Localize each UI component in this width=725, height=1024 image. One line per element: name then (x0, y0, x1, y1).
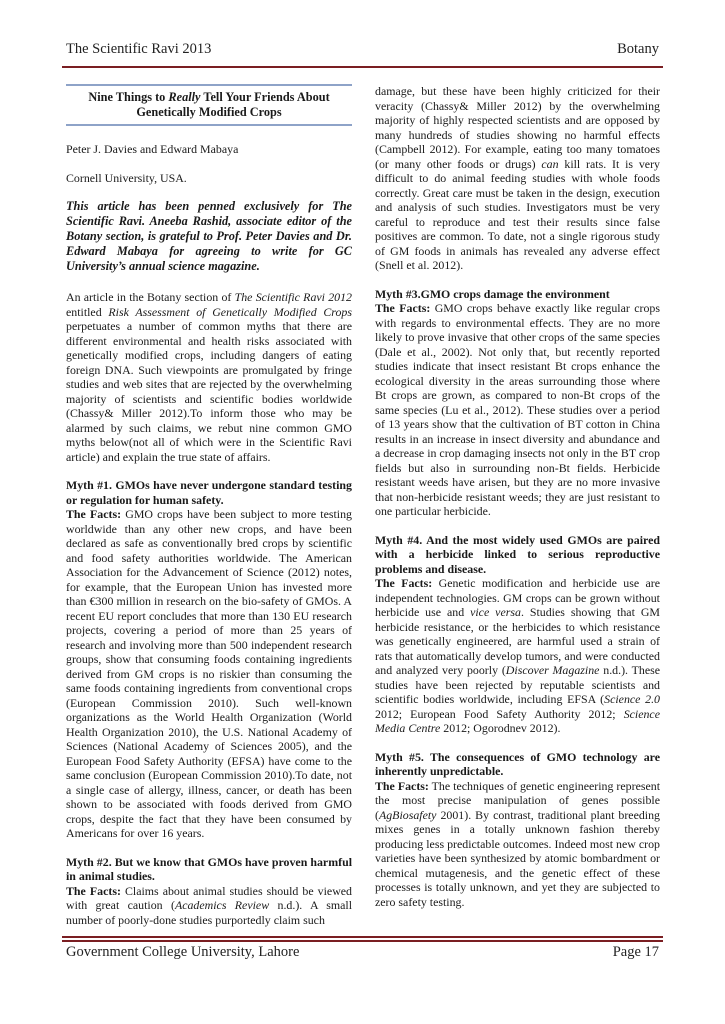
myth4-heading: Myth #4. And the most widely used GMOs are paired with a herbicide linked to serious reproductive problems and disease. (375, 532, 660, 576)
intro-paragraph: An article in the Botany section of The Scientific Ravi 2012 entitled Risk Assessment of Genetically Modified Crops perpetuates a number of common myths that there are different environmental and health risks associated with genetically modified crops, including dangers of eating foreign DNA. Such viewpoints are promulgated by fringe studies and web sites that are rejected by the overwhelming majority of scientists and scientific bodies worldwide (Chassy& Miller 2012).To inform those who may be alarmed by such claims, we rebut nine common GMO myths below(not all of which were in the Scientific Ravi article) and explain the true state of affairs. (66, 290, 353, 464)
myth5-body: The Facts: The techniques of genetic engineering represent the most precise manipulation of genes possible (AgBiosafety 2001). By contrast, traditional plant breeding mixes genes in a totally unknown fashion thereby producing less predictable outcomes. Indeed most new crop varieties have been synthesized by atomic bombardment or chemical mutagenesis, and the genetic effect of these processes is totally unknown, and yet they are subjected to zero safety testing. (375, 778, 660, 909)
myth2-body: The Facts: Claims about animal studies should be viewed with great caution (Academics Review n.d.). A small number of poorly-done studies purportedly claim such (66, 883, 353, 927)
footer-rule-bottom (62, 940, 663, 942)
header-rule (62, 66, 663, 68)
myth2-heading: Myth #2. But we know that GMOs have proven harmful in animal studies. (66, 854, 352, 883)
article-authors: Peter J. Davies and Edward Mabaya (66, 142, 239, 156)
myth2-body-continued: damage, but these have been highly criticized for their veracity (Chassy& Miller 2012) by the overwhelming majority of highly respected scientists and are opposed by many hundreds of studies showing no harmful effects (Campbell 2012). For example, eating too many tomatoes (or many other foods or drugs) can kill rats. It is very difficult to do animal feeding studies with whole foods correctly. Great care must be taken in the design, execution and analysis of such studies. Investigators must be very careful to reproduce and test their results since false positives are common. To date, not a single rigorous study of GM foods in animals has revealed any adverse effect (Snell et al. 2012). (375, 84, 660, 272)
myth5-heading: Myth #5. The consequences of GMO technology are inherently unpredictable. (375, 749, 660, 778)
header-magazine-title: The Scientific Ravi 2013 (66, 41, 212, 57)
myth4-body: The Facts: Genetic modification and herbicide use are independent technologies. GM crops can be grown without herbicide use and vice versa. Studies showing that GM herbicide resistance, or the herbicides to which resistance was genetically engineered, are harmful used a strain of rats that automatically develop tumors, and were conducted and analyzed very poorly (Discover Magazine n.d.). These studies have been rejected by reputable scientists and scientific bodies worldwide, including EFSA (Science 2.0 2012; European Food Safety Authority 2012; Science Media Centre 2012; Ogorodnev 2012). (375, 576, 661, 735)
header-section-name: Botany (617, 41, 659, 57)
myth1-heading: Myth #1. GMOs have never undergone standard testing or regulation for human safety. (66, 478, 352, 507)
myth3-body: The Facts: GMO crops behave exactly like regular crops with regards to environmental effects. They are no more likely to prove invasive that other crops of the same species (Dale et al., 2002). Not only that, but recently reported studies indicate that insect resistant Bt crops enhance the ecological diversity in the areas surrounding those where Bt crops are grown, as compared to non-Bt crops of the same species (Lu et al., 2012). These studies over a period of 13 years show that the cultivation of BT cotton in China results in an increase in insect diversity and abundance and a decrease in crop damaging insects not only in the BT crop fields but also in surrounding non-Bt fields. Herbicide resistant weeds have arisen, but they are no more invasive that non-herbicide resistant weeds; they are just resistant to one particular herbicide. (375, 301, 660, 518)
article-intro-note: This article has been penned exclusively for The Scientific Ravi. Aneeba Rashid, associate editor of the Botany section, is grateful to Prof. Peter Davies and Dr. Edward Mabaya for agreeing to write for GC University’s annual science magazine. (66, 199, 352, 273)
footer-institution: Government College University, Lahore (66, 944, 300, 960)
page-header (66, 41, 659, 63)
page-footer (66, 944, 659, 966)
article-affiliation: Cornell University, USA. (66, 170, 187, 185)
page-number: Page 17 (612, 944, 659, 960)
myth1-body: The Facts: GMO crops have been subject to more testing worldwide than any other new crops, and have been declared as safe as conventionally bred crops by scientific and food safety authorities worldwide. The American Association for the Advancement of Science (2012) notes, for example, that the European Union has invested more than €300 million in research on the bio-safety of GMOs. A recent EU report concludes that more than 130 EU research projects, covering a period of more than 25 years of research and involving more than 500 independent research groups, show that consuming foods containing ingredients derived from GM crops is no riskier than consuming the same foods containing ingredients from conventional crops (European Commission 2010). Such well-known organizations as the World Health Organization (World Health Organization 2010), the U.S. National Academy of Sciences (National Academy of Sciences 2005), and the European Food Safety Authority (EFSA) have come to the same conclusion (European Commission 2010).To date, not a single case of allergy, illness, cancer, or death has been shown to be associated with foods derived from GMO crops, despite the fact that they have been consumed by Americans for over 16 years. (66, 507, 352, 840)
left-column (66, 84, 352, 927)
right-column (375, 84, 660, 909)
article-title: Nine Things to Really Tell Your Friends About Genetically Modified Crops (88, 90, 330, 119)
article-title-box (66, 84, 352, 126)
footer-rule-top (62, 936, 663, 938)
myth3-heading: Myth #3.GMO crops damage the environment (375, 286, 610, 301)
